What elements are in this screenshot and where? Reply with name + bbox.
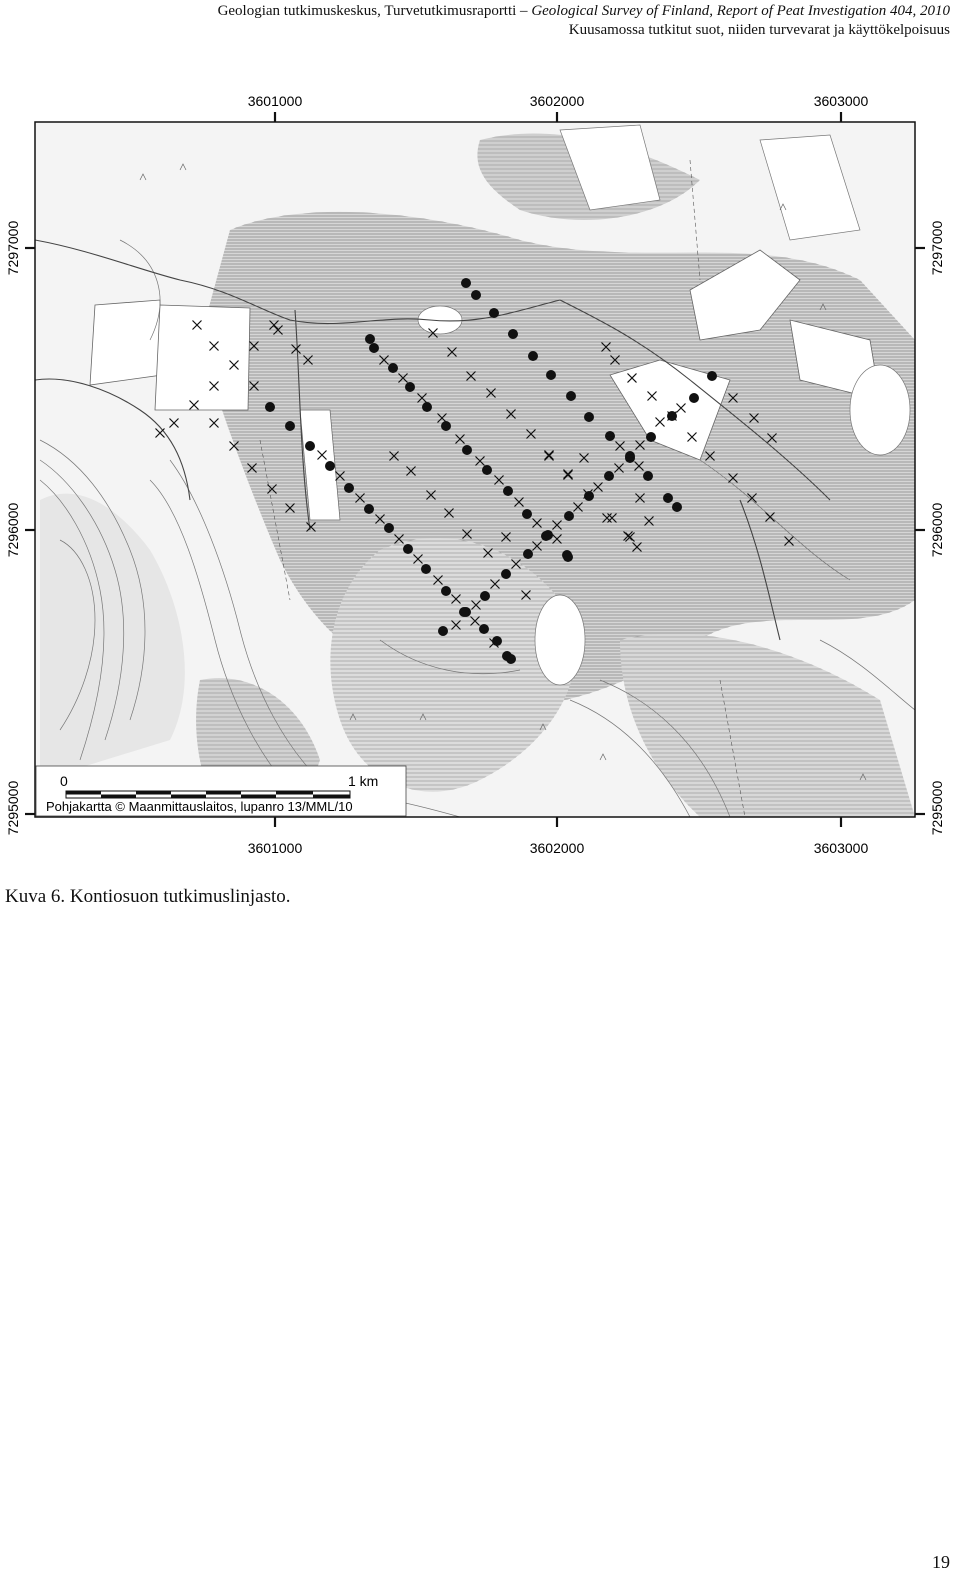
- map-figure: [0, 80, 960, 860]
- survey-point-dot: [441, 586, 451, 596]
- y-tick-right-3: 7295000: [929, 780, 945, 836]
- survey-point-dot: [285, 421, 295, 431]
- survey-point-dot: [462, 445, 472, 455]
- map-basemap: [35, 122, 915, 817]
- survey-point-dot: [523, 549, 533, 559]
- survey-point-dot: [528, 351, 538, 361]
- survey-point-dot: [344, 483, 354, 493]
- survey-point-dot: [546, 370, 556, 380]
- survey-point-dot: [492, 636, 502, 646]
- survey-point-dot: [405, 382, 415, 392]
- header-publisher: Geologian tutkimuskeskus, Turvetutkimusraportti –: [217, 3, 532, 19]
- x-tick-top-1: 3601000: [247, 93, 303, 109]
- survey-point-dot: [265, 402, 275, 412]
- survey-point-dot: [643, 471, 653, 481]
- scale-bar-start-label: 0: [60, 773, 68, 789]
- survey-point-dot: [438, 626, 448, 636]
- header-line-2: Kuusamossa tutkitut suot, niiden turvevarat ja käyttökelpoisuus: [568, 22, 950, 38]
- survey-point-dot: [625, 453, 635, 463]
- survey-point-dot: [689, 393, 699, 403]
- survey-point-dot: [522, 509, 532, 519]
- header-series: Geological Survey of Finland, Report of Peat Investigation 404, 2010: [531, 3, 950, 19]
- survey-point-dot: [508, 329, 518, 339]
- y-tick-left-3: 7295000: [5, 780, 21, 836]
- survey-point-dot: [564, 511, 574, 521]
- scale-bar-end-label: 1 km: [348, 773, 379, 789]
- y-tick-left-1: 7297000: [5, 220, 21, 276]
- survey-point-dot: [369, 343, 379, 353]
- survey-point-dot: [646, 432, 656, 442]
- survey-point-dot: [563, 552, 573, 562]
- x-tick-top-3: 3603000: [813, 93, 869, 109]
- survey-point-dot: [421, 564, 431, 574]
- x-tick-bottom-3: 3603000: [813, 840, 869, 856]
- y-tick-right-1: 7297000: [929, 220, 945, 276]
- x-tick-top-2: 3602000: [529, 93, 585, 109]
- survey-point-dot: [604, 471, 614, 481]
- survey-point-dot: [672, 502, 682, 512]
- survey-point-dot: [506, 654, 516, 664]
- y-tick-right-2: 7296000: [929, 502, 945, 558]
- survey-point-dot: [543, 530, 553, 540]
- survey-point-dot: [503, 486, 513, 496]
- survey-point-dot: [489, 308, 499, 318]
- survey-point-dot: [584, 412, 594, 422]
- x-tick-bottom-2: 3602000: [529, 840, 585, 856]
- survey-point-dot: [403, 544, 413, 554]
- survey-point-dot: [482, 465, 492, 475]
- survey-point-dot: [471, 290, 481, 300]
- survey-point-dot: [566, 391, 576, 401]
- survey-point-dot: [365, 334, 375, 344]
- survey-point-dot: [384, 523, 394, 533]
- survey-point-dot: [707, 371, 717, 381]
- survey-point-dot: [461, 278, 471, 288]
- figure-caption: Kuva 6. Kontiosuon tutkimuslinjasto.: [5, 886, 291, 907]
- survey-point-dot: [388, 363, 398, 373]
- survey-point-dot: [663, 493, 673, 503]
- page-number: 19: [932, 1552, 950, 1572]
- survey-point-dot: [501, 569, 511, 579]
- survey-point-dot: [480, 591, 490, 601]
- survey-point-dot: [459, 607, 469, 617]
- survey-point-dot: [605, 431, 615, 441]
- survey-point-dot: [364, 504, 374, 514]
- survey-point-dot: [325, 461, 335, 471]
- survey-point-dot: [422, 402, 432, 412]
- scale-bar: [36, 766, 406, 816]
- survey-point-dot: [479, 624, 489, 634]
- map-credit: Pohjakartta © Maanmittauslaitos, lupanro 13/MML/10: [46, 799, 353, 814]
- survey-point-dot: [305, 441, 315, 451]
- y-tick-left-2: 7296000: [5, 502, 21, 558]
- x-tick-bottom-1: 3601000: [247, 840, 303, 856]
- map-svg: [0, 80, 960, 860]
